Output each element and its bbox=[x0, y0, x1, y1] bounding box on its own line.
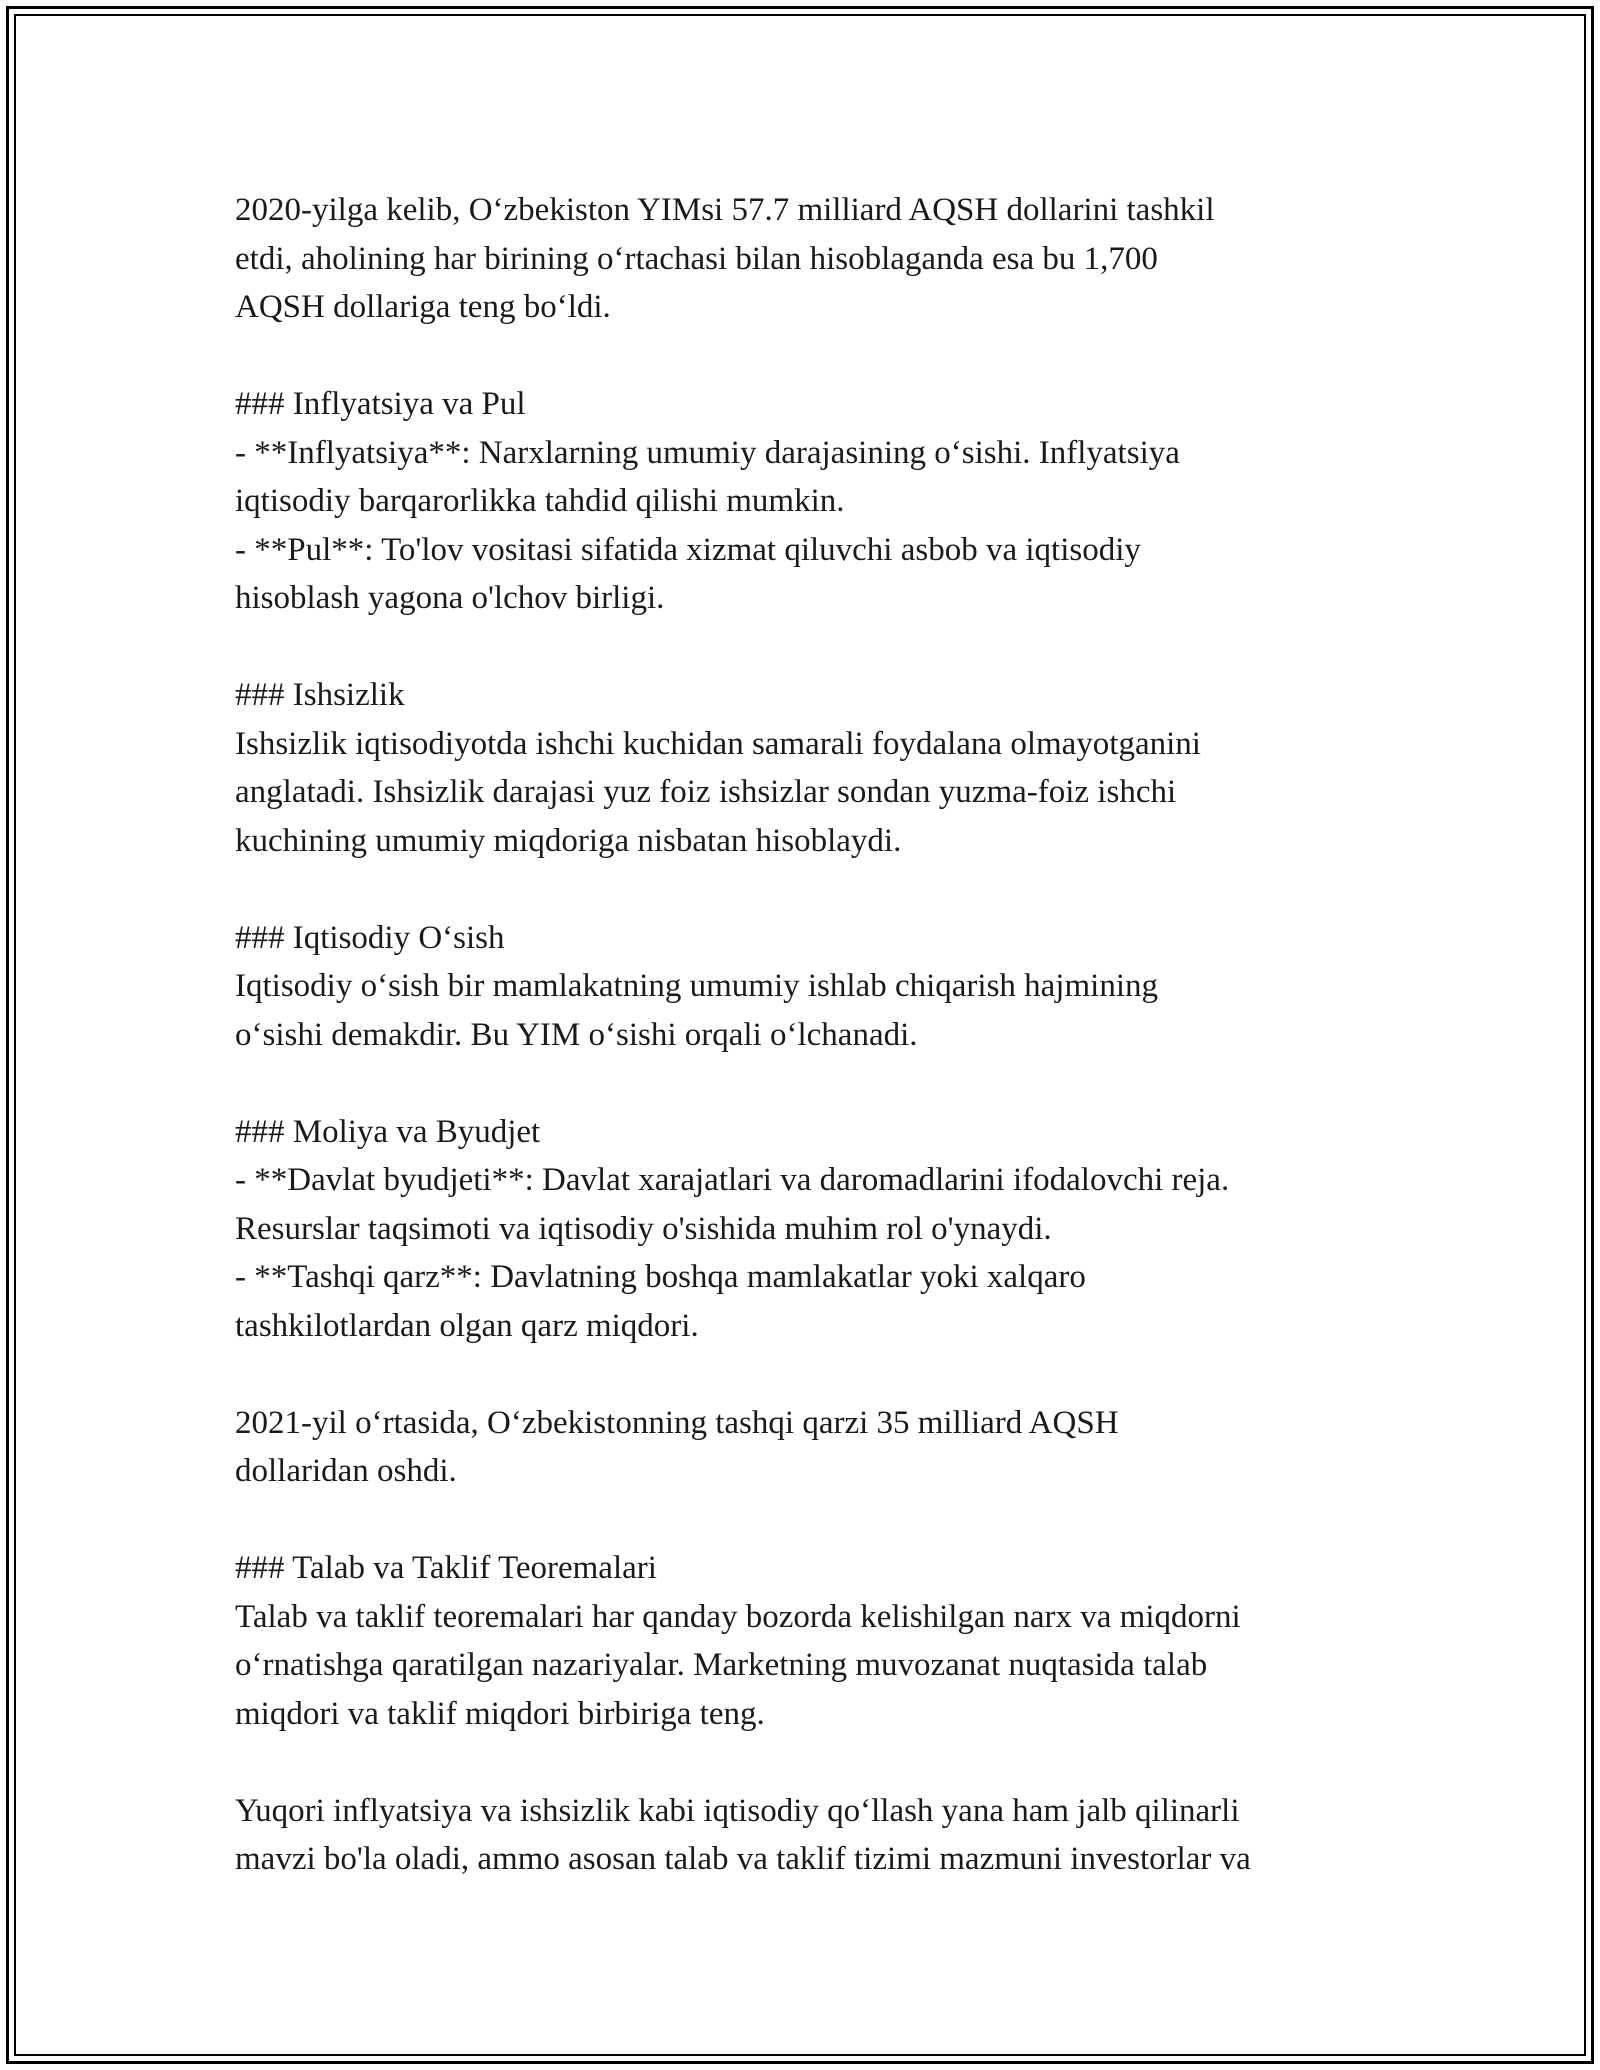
text-line: Talab va taklif teoremalari har qanday bozorda kelishilgan narx va miqdorni bbox=[235, 1598, 1241, 1635]
document-body bbox=[235, 186, 1415, 1884]
blank-line bbox=[235, 1059, 1415, 1108]
blank-line bbox=[235, 332, 1415, 381]
text-line: o‘rnatishga qaratilgan nazariyalar. Marketning muvozanat nuqtasida talab bbox=[235, 1647, 1208, 1683]
text-line: hisoblash yagona o'lchov birligi. bbox=[235, 580, 665, 616]
section-heading: ### Talab va Taklif Teoremalari bbox=[235, 1550, 657, 1586]
text-line: - **Pul**: To'lov vositasi sifatida xizmat qiluvchi asbob va iqtisodiy bbox=[235, 531, 1141, 568]
text-line: - **Davlat byudjeti**: Davlat xarajatlari va daromadlarini ifodalovchi reja. bbox=[235, 1162, 1230, 1198]
text-line: - **Tashqi qarz**: Davlatning boshqa mamlakatlar yoki xalqaro bbox=[235, 1259, 1086, 1295]
section-heading: ### Moliya va Byudjet bbox=[235, 1113, 541, 1150]
text-line: dollaridan oshdi. bbox=[235, 1453, 457, 1489]
text-line: o‘sishi demakdir. Bu YIM o‘sishi orqali o‘lchanadi. bbox=[235, 1016, 918, 1053]
text-line: anglatadi. Ishsizlik darajasi yuz foiz ishsizlar sondan yuzma-foiz ishchi bbox=[235, 774, 1177, 810]
text-line: kuchining umumiy miqdoriga nisbatan hisoblaydi. bbox=[235, 822, 902, 859]
blank-line bbox=[235, 865, 1415, 914]
text-line: mavzi bo'la oladi, ammo asosan talab va taklif tizimi mazmuni investorlar va bbox=[235, 1841, 1251, 1877]
text-line: 2021-yil o‘rtasida, O‘zbekistonning tashqi qarzi 35 milliard AQSH bbox=[235, 1404, 1119, 1441]
text-line: Yuqori inflyatsiya va ishsizlik kabi iqtisodiy qo‘llash yana ham jalb qilinarli bbox=[235, 1792, 1240, 1829]
text-line: miqdori va taklif miqdori birbiriga teng. bbox=[235, 1695, 765, 1732]
section-heading: ### Inflyatsiya va Pul bbox=[235, 386, 526, 422]
section-heading: ### Iqtisodiy O‘sish bbox=[235, 919, 505, 956]
blank-line bbox=[235, 1496, 1415, 1545]
text-line: iqtisodiy barqarorlikka tahdid qilishi mumkin. bbox=[235, 483, 845, 519]
section-heading: ### Ishsizlik bbox=[235, 677, 405, 713]
text-line: AQSH dollariga teng bo‘ldi. bbox=[235, 289, 611, 325]
text-line: - **Inflyatsiya**: Narxlarning umumiy darajasining o‘sishi. Inflyatsiya bbox=[235, 434, 1180, 471]
text-line: Ishsizlik iqtisodiyotda ishchi kuchidan samarali foydalana olmayotganini bbox=[235, 725, 1201, 762]
text-line: 2020-yilga kelib, O‘zbekiston YIMsi 57.7 milliard AQSH dollarini tashkil bbox=[235, 192, 1215, 228]
text-line: tashkilotlardan olgan qarz miqdori. bbox=[235, 1307, 699, 1344]
blank-line bbox=[235, 1738, 1415, 1787]
text-line: Iqtisodiy o‘sish bir mamlakatning umumiy ishlab chiqarish hajmining bbox=[235, 968, 1158, 1004]
text-line: Resurslar taqsimoti va iqtisodiy o'sishida muhim rol o'ynaydi. bbox=[235, 1210, 1052, 1247]
blank-line bbox=[235, 1350, 1415, 1399]
text-line: etdi, aholining har birining o‘rtachasi bilan hisoblaganda esa bu 1,700 bbox=[235, 240, 1158, 277]
blank-line bbox=[235, 623, 1415, 672]
